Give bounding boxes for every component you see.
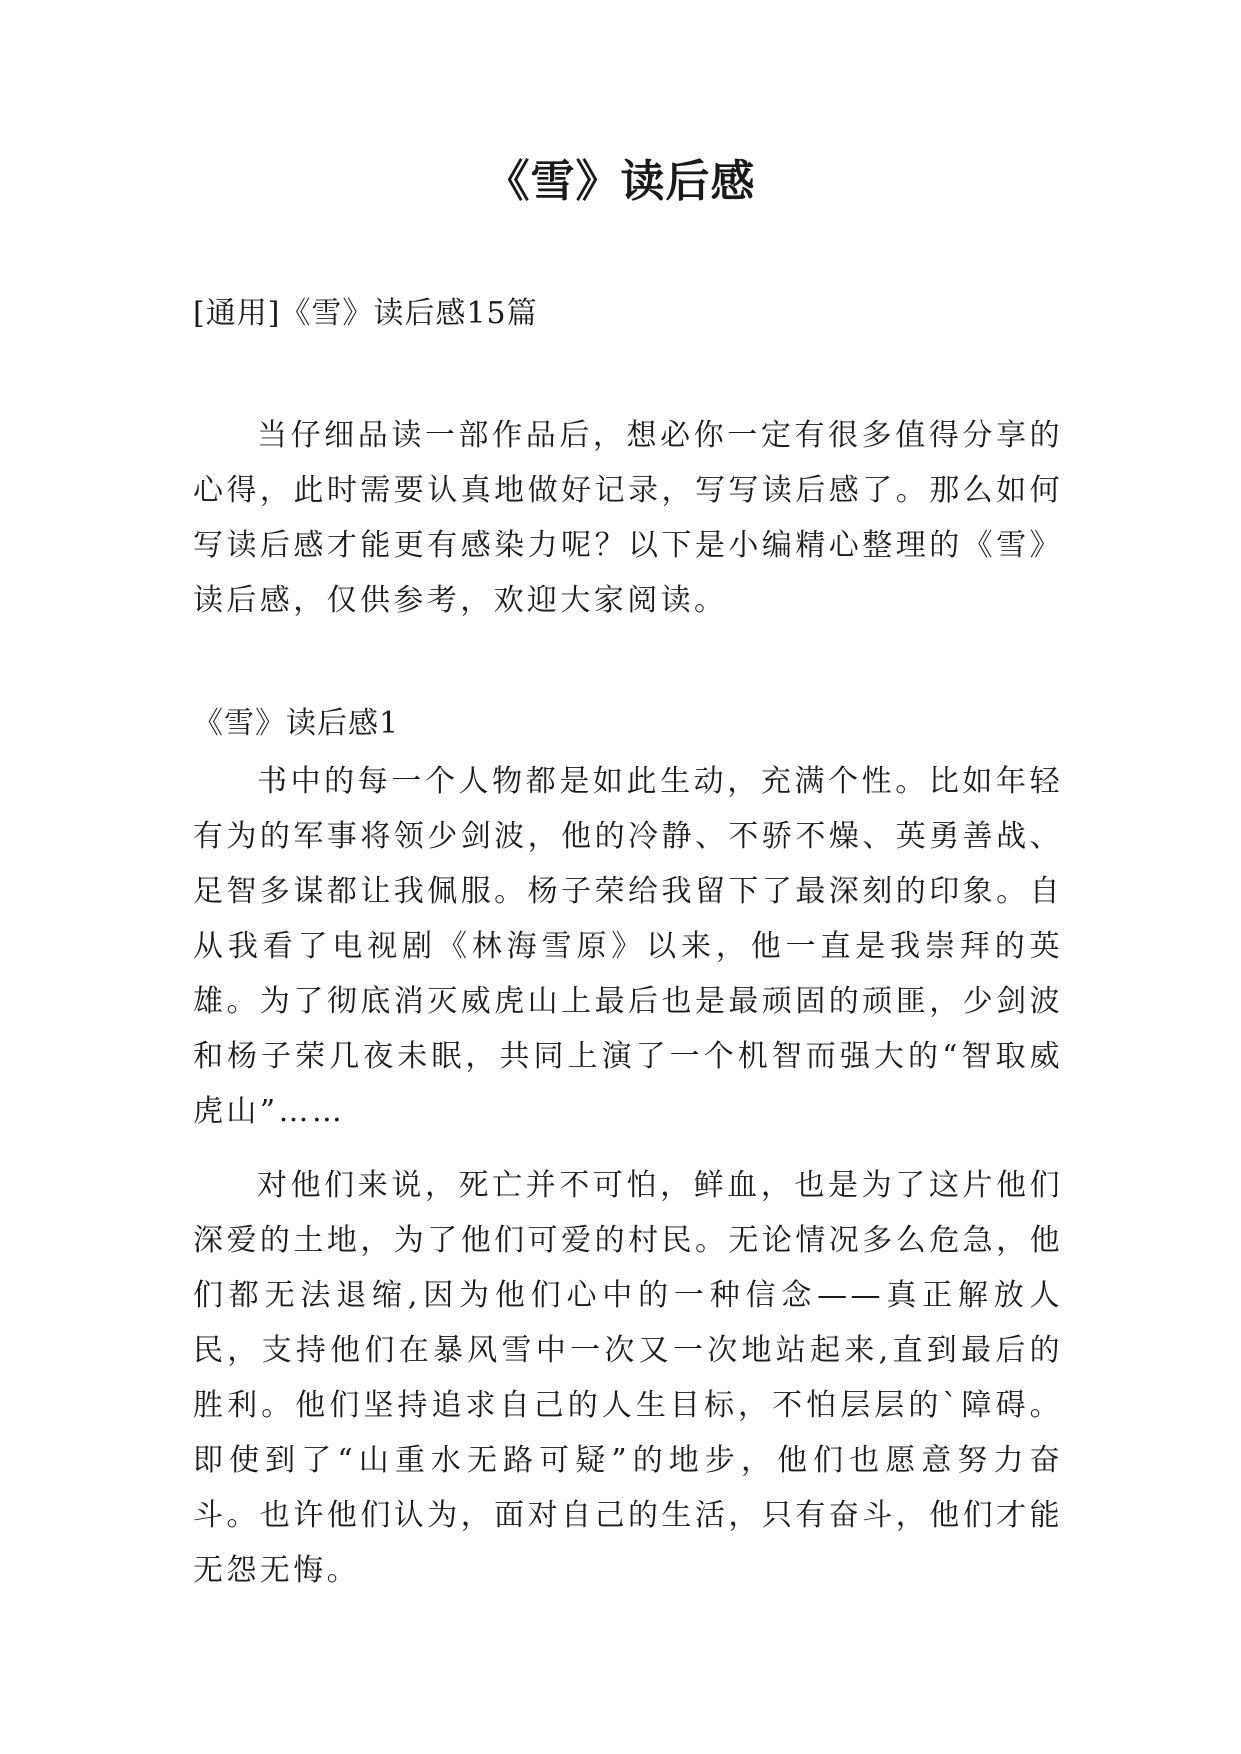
document-subtitle: [通用]《雪》读后感15篇: [193, 296, 538, 331]
body-paragraph-2: 对他们来说，死亡并不可怕，鲜血，也是为了这片他们深爱的土地，为了他们可爱的村民。无论情况多么危急，他们都无法退缩,因为他们心中的一种信念——真正解放人民，支持他们在暴风雪中一次又一次地站起来,直到最后的胜利。他们坚持追求自己的人生目标，不怕层层的`障碍。即使到了“山重水无路可疑”的地步，他们也愿意努力奋斗。也许他们认为，面对自己的生活，只有奋斗，他们才能无怨无悔。: [193, 1168, 1063, 1588]
section-heading: 《雪》读后感1: [193, 706, 400, 741]
body-paragraph-1: 书中的每一个人物都是如此生动，充满个性。比如年轻有为的军事将领少剑波，他的冷静、不骄不燥、英勇善战、足智多谋都让我佩服。杨子荣给我留下了最深刻的印象。自从我看了电视剧《林海雪原》以来，他一直是我崇拜的英雄。为了彻底消灭威虎山上最后也是最顽固的顽匪，少剑波和杨子荣几夜未眠，共同上演了一个机智而强大的“智取威虎山”……: [193, 764, 1063, 1129]
document-title: 《雪》读后感: [485, 156, 756, 207]
intro-paragraph: 当仔细品读一部作品后，想必你一定有很多值得分享的心得，此时需要认真地做好记录，写写读后感了。那么如何写读后感才能更有感染力呢？以下是小编精心整理的《雪》读后感，仅供参考，欢迎大家阅读。: [193, 418, 1063, 618]
